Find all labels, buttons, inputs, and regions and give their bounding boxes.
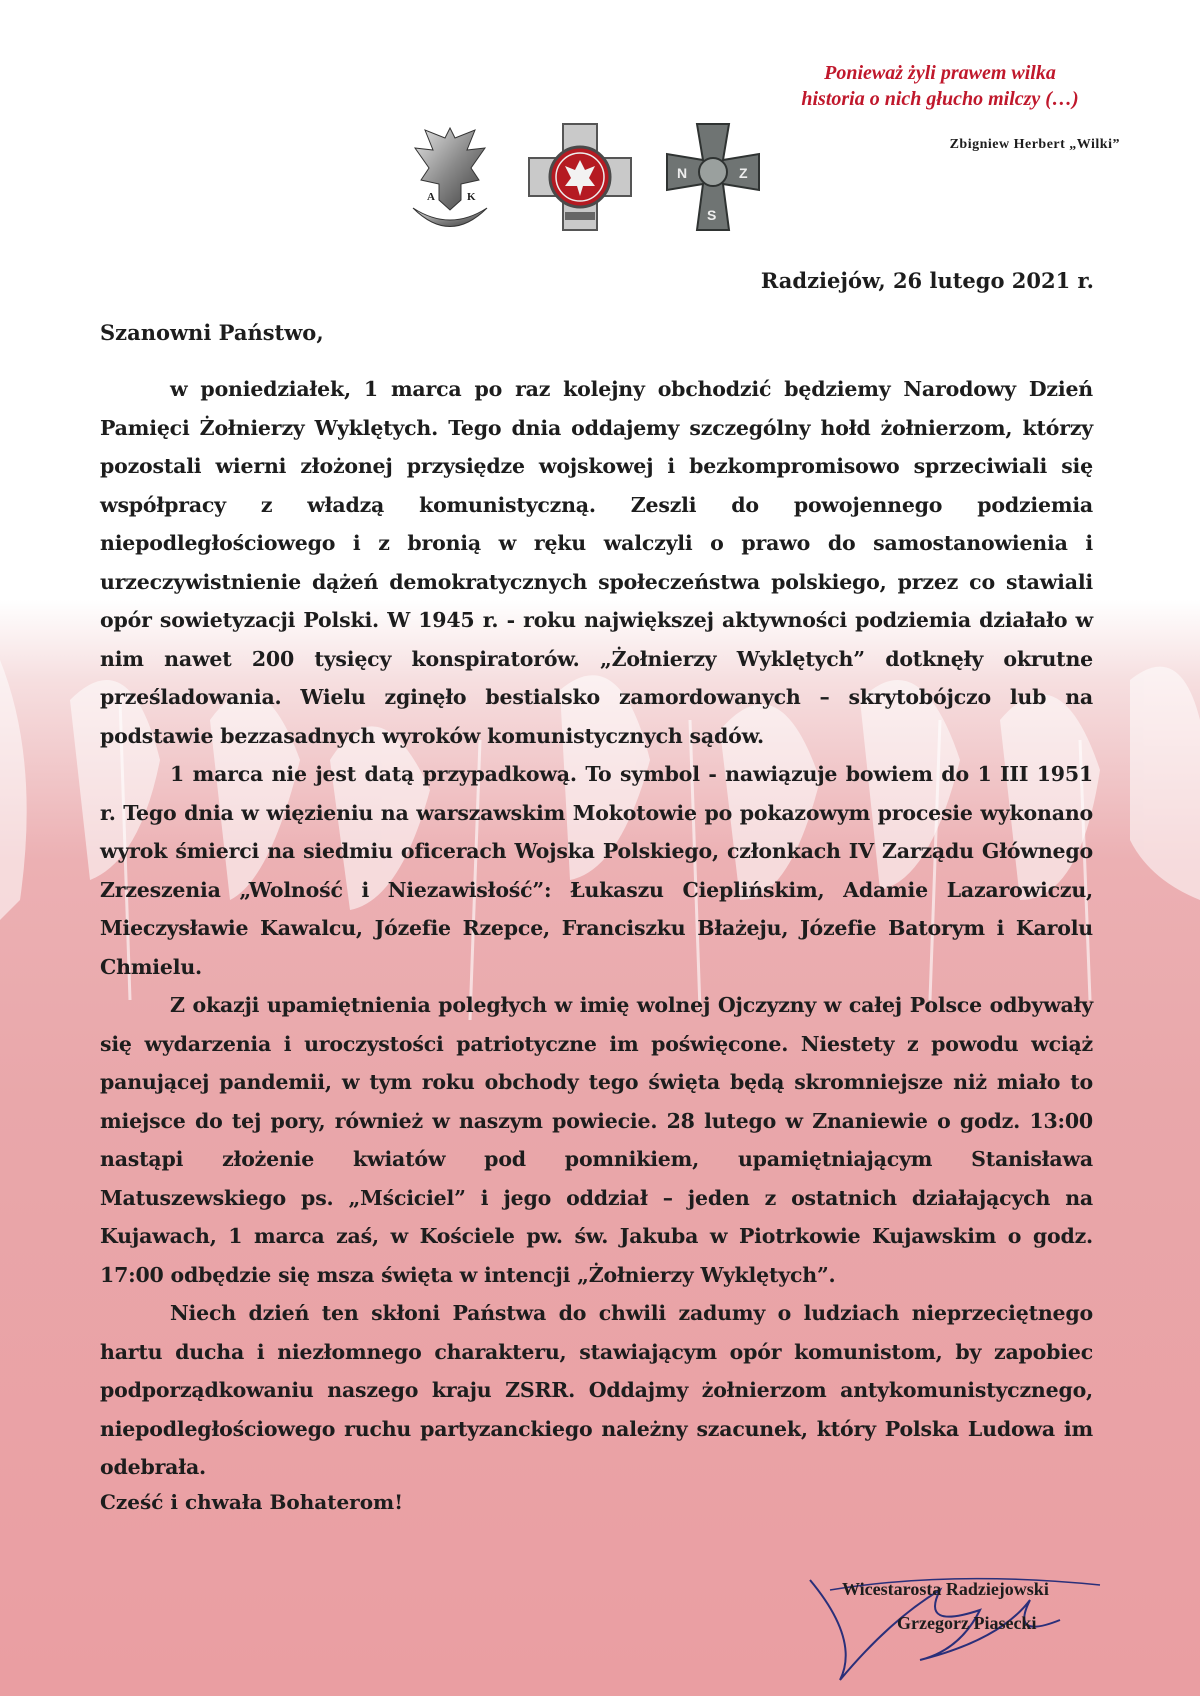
paragraph-1: w poniedziałek, 1 marca po raz kolejny obchodzić będziemy Narodowy Dzień Pamięci Żołnierzy Wyklętych. Tego dnia oddajemy szczególny hołd żołnierzom, którzy pozostali wierni złożonej przysiędze wojskowej i bezkompromisowo sprzeciwiali się współpracy z władzą komunistyczną. Zeszli do powojennego podziemia niepodległościowego i z bronią w ręku walczyli o prawo do samostanowienia i urzeczywistnienie dążeń demokratycznych społeczeństwa polskiego, przez co stawiali opór sowietyzacji Polski. W 1945 r. - roku największej aktywności podziemia działało w nim nawet 200 tysięcy konspiratorów. „Żołnierzy Wyklętych” dotknęły okrutne prześladowania. Wielu zginęło bestialsko zamordowanych – skrytobójczo lub na podstawie bezzasadnych wyroków komunistycznych sądów.	[100, 377, 1093, 748]
svg-text:N: N	[677, 165, 688, 181]
place-date: Radziejów, 26 lutego 2021 r.	[760, 268, 1094, 293]
nsz-cross-icon	[663, 120, 763, 235]
cross-badge-icon	[525, 120, 635, 235]
svg-text:S: S	[707, 207, 717, 223]
paragraph-4: Niech dzień ten skłoni Państwa do chwili zadumy o ludziach nieprzeciętnego hartu ducha i niezłomnego charakteru, stawiającym opór komunistom, by zapobiec podporządkowaniu naszego kraju ZSRR. Oddajmy żołnierzom antykomunistycznego, niepodległościowego ruchu partyzanckiego należny szacunek, który Polska Ludowa im odebrała.	[100, 1301, 1093, 1479]
svg-text:A: A	[427, 191, 435, 203]
motto-quote	[760, 60, 1120, 112]
letter-body	[100, 370, 1093, 1487]
salutation: Szanowni Państwo,	[100, 320, 324, 345]
motto-line-1: Ponieważ żyli prawem wilka	[824, 62, 1056, 84]
motto-attribution: Zbigniew Herbert „Wilki”	[949, 137, 1120, 152]
motto-line-2: historia o nich głucho milczy (…)	[801, 88, 1079, 110]
paragraph-2: 1 marca nie jest datą przypadkową. To symbol - nawiązuje bowiem do 1 III 1951 r. Tego dnia w więzieniu na warszawskim Mokotowie po pokazowym procesie wykonano wyrok śmierci na siedmiu oficerach Wojska Polskiego, członkach IV Zarządu Głównego Zrzeszenia „Wolność i Niezawisłość”: Łukaszu Cieplińskim, Adamie Lazarowiczu, Mieczysławie Kawalcu, Józefie Rzepce, Franciszku Błażeju, Józefie Batorym i Karolu Chmielu.	[100, 762, 1093, 979]
svg-text:Z: Z	[739, 165, 748, 181]
svg-text:K: K	[467, 191, 476, 203]
closing-line: Cześć i chwała Bohaterom!	[100, 1490, 403, 1514]
signature-name: Grzegorz Piasecki	[897, 1613, 1037, 1633]
paragraph-3: Z okazji upamiętnienia poległych w imię wolnej Ojczyzny w całej Polsce odbywały się wydarzenia i uroczystości patriotyczne im poświęcone. Niestety z powodu wciąż panującej pandemii, w tym roku obchody tego święta będą skromniejsze niż miało to miejsce do tej pory, również w naszym powiecie. 28 lutego w Znaniewie o godz. 13:00 nastąpi złożenie kwiatów pod pomnikiem, upamiętniającym Stanisława Matuszewskiego ps. „Mściciel” i jego oddział – jeden z ostatnich działających na Kujawach, 1 marca zaś, w Kościele pw. św. Jakuba w Piotrkowie Kujawskim o godz. 17:00 odbędzie się msza święta w intencji „Żołnierzy Wyklętych”.	[100, 993, 1093, 1287]
signature-title: Wicestarosta Radziejowski	[842, 1579, 1049, 1599]
eagle-badge-icon	[405, 120, 495, 245]
emblem-row	[395, 120, 795, 250]
